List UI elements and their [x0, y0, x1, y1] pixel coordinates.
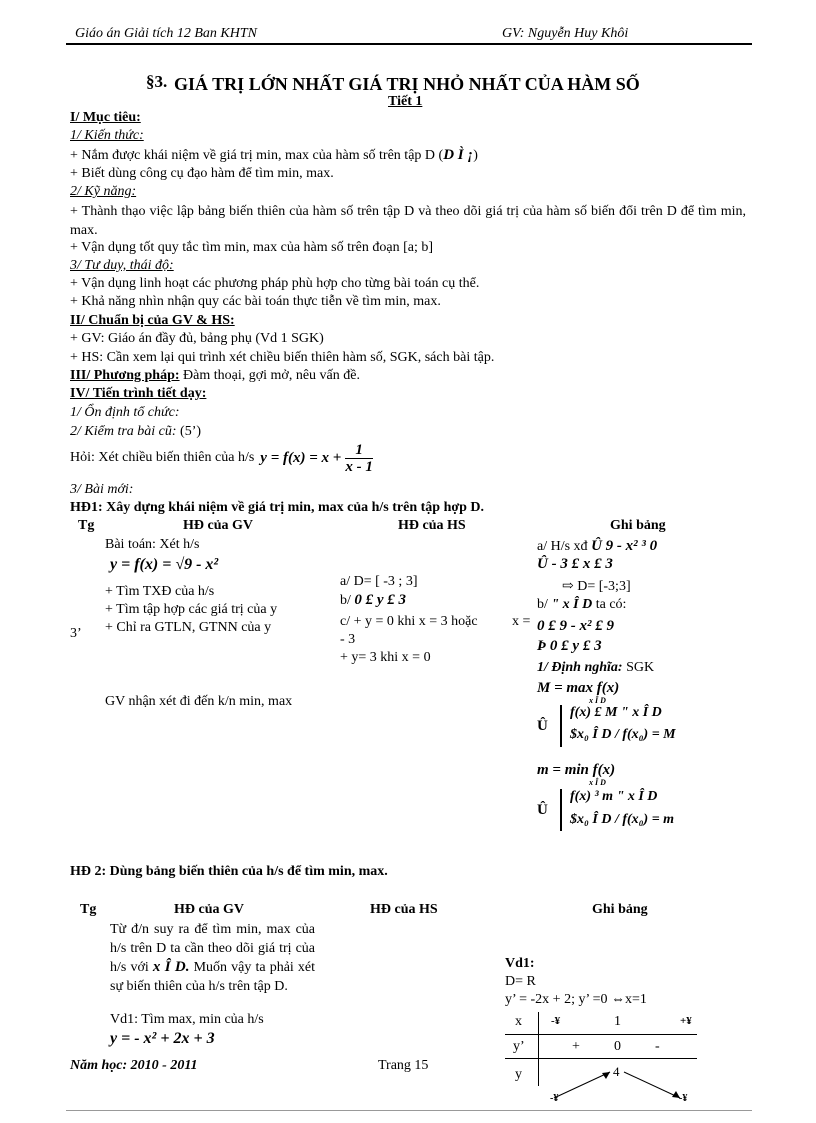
definition-label: 1/ Định nghĩa: — [537, 660, 623, 675]
preparation-gv: + GV: Giáo án đầy đủ, bảng phụ (Vd 1 SGK) — [70, 331, 324, 346]
knowledge-item-1-end: ) — [473, 148, 478, 163]
section-number: §3. — [146, 72, 168, 91]
hd1-gb-a-math-2: Û - 3 £ x £ 3 — [537, 556, 613, 572]
def-max-equiv: Û — [537, 718, 548, 734]
footer-rule — [66, 1110, 752, 1111]
def-min-formula: m = min f(x) — [537, 762, 616, 778]
def-max-cond-1: f(x) £ M " x Î D — [570, 705, 662, 720]
hd1-gv-step-3: + Chỉ ra GTLN, GTNN của y — [105, 620, 272, 635]
hd2-gv-math: x Î D. — [152, 959, 190, 975]
hd1-gv-remark: GV nhận xét đi đến k/n min, max — [105, 694, 293, 709]
hd2-gv-formula: y = - x² + 2x + 3 — [110, 1030, 215, 1047]
method-line — [70, 368, 360, 384]
footer-year: Năm học: 2010 - 2011 — [70, 1058, 198, 1073]
def-max-cond-2: $x₀ Î D / f(x₀) = M — [570, 727, 676, 742]
hd1-gv-formula: y = f(x) = √9 - x² — [110, 556, 219, 573]
hd1-gb-domain: ⇨ D= [-3;3] — [562, 579, 631, 594]
knowledge-heading: 1/ Kiến thức: — [70, 128, 144, 143]
thinking-item-2: + Khả năng nhìn nhận quy các bài toán thực tiễn về tìm min, max. — [70, 294, 441, 309]
hd1-hs-b-label: b/ — [340, 593, 351, 608]
def-min-equiv: Û — [537, 802, 548, 818]
review-question-lhs: y = f(x) = x + — [260, 449, 342, 466]
process-heading: IV/ Tiến trình tiết dạy: — [70, 386, 207, 401]
hd2-col-gv: HĐ của GV — [174, 902, 244, 917]
hd1-gv-step-1: + Tìm TXĐ của h/s — [105, 584, 215, 599]
def-max-formula: M = max f(x) — [537, 680, 620, 696]
variation-x-mid: 1 — [614, 1014, 621, 1029]
variation-yp-mid: 0 — [614, 1039, 621, 1054]
variation-yp-left: + — [572, 1039, 580, 1054]
process-step-2 — [70, 424, 201, 440]
hd1-heading: HĐ1: Xây dựng khái niệm về giá trị min, max của h/s trên tập hợp D. — [70, 500, 485, 515]
lesson-label: Tiết 1 — [388, 94, 423, 109]
variation-row-x: x — [515, 1014, 522, 1029]
header-right: GV: Nguyễn Huy Khôi — [502, 26, 629, 41]
variation-table-line-1 — [505, 1034, 697, 1035]
hd1-gb-b-math-2: 0 £ 9 - x² £ 9 — [537, 618, 614, 634]
hd1-hs-c: c/ + y = 0 khi x = 3 hoặc — [340, 614, 478, 629]
header-rule — [66, 43, 752, 45]
hd2-example-title: Vd1: — [505, 956, 535, 971]
knowledge-item-1 — [70, 147, 478, 164]
def-min-subscript: x Î D — [589, 778, 606, 787]
hd1-time: 3’ — [70, 626, 82, 641]
variation-y-max: 4 — [613, 1064, 620, 1079]
hd2-col-hs: HĐ của HS — [370, 902, 438, 917]
hd1-gb-b-math: " x Î D — [551, 597, 593, 612]
objectives-heading: I/ Mục tiêu: — [70, 110, 141, 125]
variation-arrows — [540, 1060, 700, 1105]
hd1-gb-b-label: b/ — [537, 597, 548, 612]
fraction-numerator: 1 — [345, 442, 373, 459]
hd1-gb-b — [537, 597, 626, 613]
hd1-gv-problem: Bài toán: Xét h/s — [105, 537, 200, 552]
def-min-cond-2: $x₀ Î D / f(x₀) = m — [570, 812, 675, 827]
hd2-col-gb: Ghi bảng — [592, 902, 648, 917]
knowledge-item-1-math: D Ì ¡ — [443, 147, 474, 163]
definition-source: SGK — [626, 660, 655, 675]
variation-y-left: -¥ — [550, 1093, 559, 1104]
preparation-hs: + HS: Cần xem lại qui trình xét chiều biến thiên hàm số, SGK, sách bài tập. — [70, 350, 495, 365]
hd1-gb-b-math-3: Þ 0 £ y £ 3 — [537, 638, 602, 654]
skill-item-1: + Thành thạo việc lập bảng biến thiên của hàm số trên tập D và theo dõi giá trị của hàm số biến đổi trên D để tìm min, max. — [70, 204, 746, 238]
page-title: GIÁ TRỊ LỚN NHẤT GIÁ TRỊ NHỎ NHẤT CỦA HÀM SỐ — [174, 74, 640, 94]
hd1-definition — [537, 660, 654, 676]
process-step-3: 3/ Bài mới: — [70, 482, 134, 497]
def-min-cond-1: f(x) ³ m " x Î D — [570, 789, 658, 804]
method-heading: III/ Phương pháp: — [70, 368, 180, 383]
hd1-hs-b-math: 0 £ y £ 3 — [354, 592, 407, 608]
hd1-col-gv: HĐ của GV — [183, 518, 253, 533]
hd1-hs-b — [340, 592, 406, 609]
hd2-gv-example: Vd1: Tìm max, min của h/s — [110, 1012, 264, 1027]
hd1-hs-a: a/ D= [ -3 ; 3] — [340, 574, 418, 589]
hd1-hs-c-x: x = — [512, 614, 531, 629]
hd1-gb-a-math: Û 9 - x² ³ 0 — [591, 538, 658, 554]
hd1-gv-step-2: + Tìm tập hợp các giá trị của y — [105, 602, 278, 617]
hd1-gb-b-end: ta có: — [595, 597, 627, 612]
hd2-heading: HĐ 2: Dùng bảng biến thiên của h/s để tìm min, max. — [70, 864, 388, 879]
hd2-gv-explanation — [110, 920, 315, 996]
fraction-denominator: x - 1 — [345, 458, 373, 475]
preparation-heading: II/ Chuẩn bị của GV & HS: — [70, 313, 235, 328]
hd1-col-hs: HĐ của HS — [398, 518, 466, 533]
def-max-brace — [560, 705, 566, 747]
hd1-gb-a — [537, 538, 657, 555]
hd2-gv-text-2: Muốn vậy ta phải xét sự biến thiên của h/s trên tập D. — [110, 960, 316, 994]
hd2-example-derivative: y’ = -2x + 2; y’ =0 ⇔x=1 — [505, 992, 647, 1007]
hd2-col-tg: Tg — [80, 902, 97, 917]
hd1-col-gb: Ghi bảng — [610, 518, 666, 533]
hd1-hs-d: + y= 3 khi x = 0 — [340, 650, 431, 665]
thinking-heading: 3/ Tư duy, thái độ: — [70, 258, 174, 273]
review-question — [70, 440, 373, 476]
knowledge-item-2: + Biết dùng công cụ đạo hàm để tìm min, max. — [70, 166, 334, 181]
method-text: Đàm thoại, gợi mở, nêu vấn đề. — [183, 368, 360, 383]
review-question-fraction — [345, 442, 373, 475]
knowledge-item-1-text: + Nắm được khái niệm về giá trị min, max của hàm số trên tập D ( — [70, 148, 444, 163]
process-step-2-label: 2/ Kiểm tra bài cũ: — [70, 424, 177, 439]
variation-x-left: -¥ — [551, 1015, 561, 1027]
skill-heading: 2/ Kỹ năng: — [70, 184, 137, 199]
thinking-item-1: + Vận dụng linh hoạt các phương pháp phù hợp cho từng bài toán cụ thể. — [70, 276, 480, 291]
variation-x-right: +¥ — [680, 1015, 692, 1027]
process-step-1: 1/ Ổn định tổ chức: — [70, 405, 180, 420]
variation-table-line-2 — [505, 1058, 697, 1059]
hd1-gb-a-label: a/ H/s xđ — [537, 539, 588, 554]
variation-y-right: -¥ — [679, 1093, 688, 1104]
footer-page: Trang 15 — [378, 1058, 429, 1073]
hd2-example-domain: D= R — [505, 974, 536, 989]
skill-item-2: + Vận dụng tốt quy tắc tìm min, max của hàm số trên đoạn [a; b] — [70, 240, 434, 255]
hd1-hs-c-cont: - 3 — [340, 632, 356, 647]
hd2-gv-text: Từ đ/n suy ra để tìm min, max của h/s trên D ta cần theo dõi giá trị của h/s với — [110, 922, 315, 975]
variation-arrow-down — [624, 1072, 680, 1098]
variation-arrow-up — [554, 1072, 610, 1098]
hd1-col-tg: Tg — [78, 518, 95, 533]
def-min-brace — [560, 789, 566, 831]
variation-row-y: y — [515, 1067, 522, 1082]
process-step-2-time: (5’) — [180, 424, 202, 439]
review-question-text: Hỏi: Xét chiều biến thiên của h/s — [70, 450, 255, 465]
variation-table-divider — [538, 1012, 539, 1086]
variation-row-yprime: y’ — [513, 1039, 525, 1054]
variation-yp-right: - — [655, 1039, 660, 1054]
header-left: Giáo án Giải tích 12 Ban KHTN — [75, 26, 258, 41]
def-max-subscript: x Î D — [589, 696, 606, 705]
